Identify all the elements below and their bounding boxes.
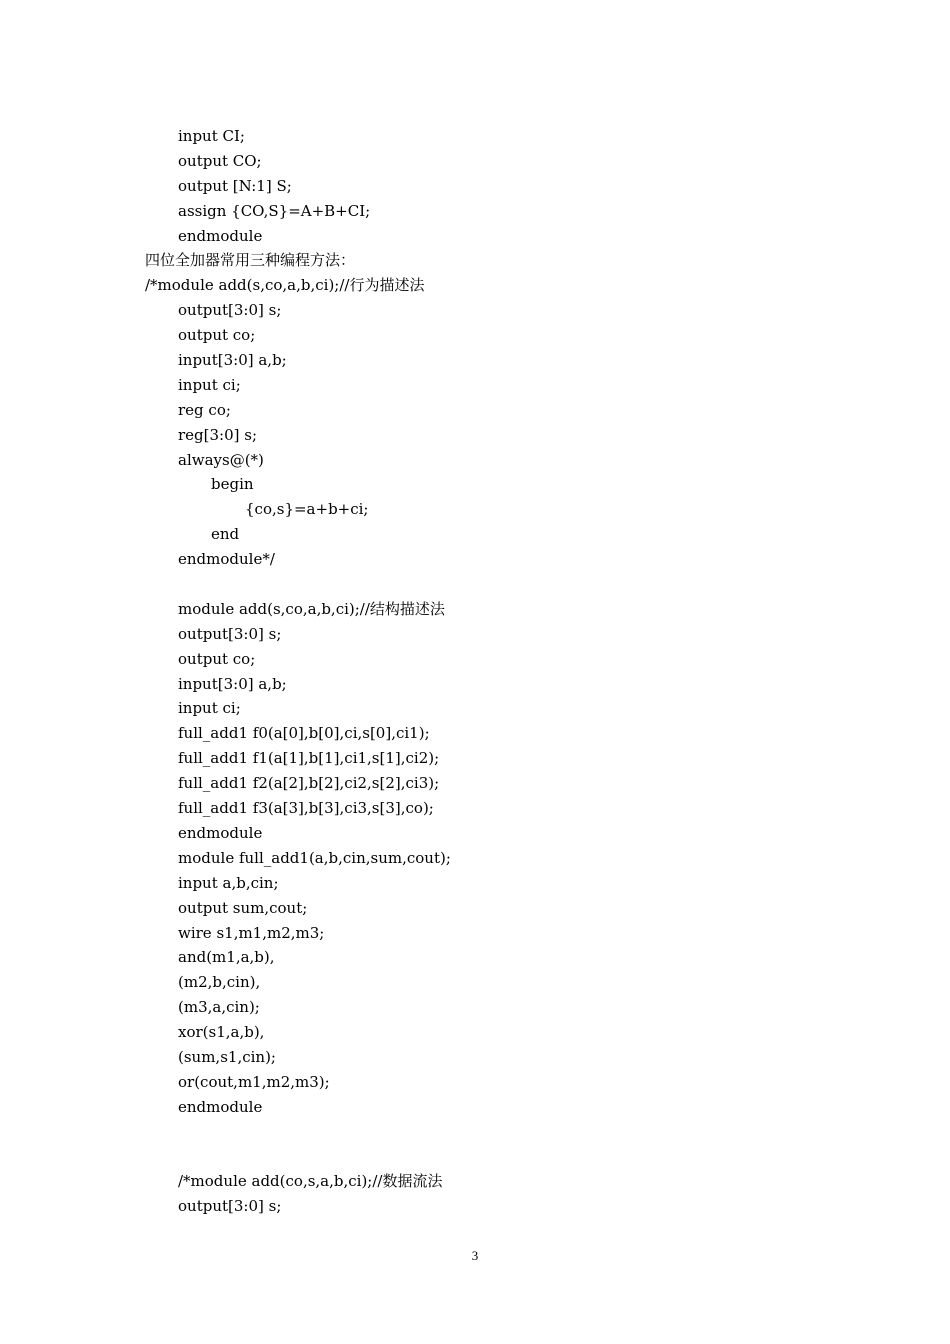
- code-line: endmodule: [178, 1097, 263, 1116]
- code-line: module full_add1(a,b,cin,sum,cout);: [178, 848, 451, 867]
- code-line: endmodule: [178, 226, 263, 245]
- code-line: input a,b,cin;: [178, 873, 279, 892]
- code-line: input ci;: [178, 699, 241, 718]
- code-line: xor(s1,a,b),: [178, 1023, 265, 1042]
- code-line: output[3:0] s;: [178, 1197, 282, 1216]
- code-line: output sum,cout;: [178, 898, 308, 917]
- code-line: input CI;: [178, 127, 245, 145]
- code-listing: [145, 124, 845, 1219]
- code-line: full_add1 f2(a[2],b[2],ci2,s[2],ci3);: [178, 774, 440, 793]
- code-line: (sum,s1,cin);: [178, 1047, 276, 1066]
- blank-line: [145, 1145, 845, 1170]
- code-line: module add(s,co,a,b,ci);//结构描述法: [178, 599, 445, 618]
- code-line: output CO;: [178, 151, 262, 170]
- code-line: /*module add(co,s,a,b,ci);//数据流法: [178, 1172, 443, 1191]
- code-line: /*module add(s,co,a,b,ci);//行为描述法: [145, 276, 425, 295]
- blank-line: [145, 1120, 845, 1145]
- code-line: full_add1 f3(a[3],b[3],ci3,s[3],co);: [178, 799, 434, 818]
- code-line: endmodule*/: [178, 550, 275, 569]
- code-line: always@(*): [178, 450, 264, 469]
- code-line: output[3:0] s;: [178, 301, 282, 320]
- code-line: (m2,b,cin),: [178, 973, 261, 992]
- code-line: wire s1,m1,m2,m3;: [178, 923, 325, 942]
- code-line: begin: [211, 475, 254, 494]
- code-line: assign {CO,S}=A+B+CI;: [178, 201, 371, 220]
- code-line: output co;: [178, 326, 256, 345]
- code-line: or(cout,m1,m2,m3);: [178, 1072, 330, 1091]
- code-line: input[3:0] a,b;: [178, 674, 287, 693]
- code-line: {co,s}=a+b+ci;: [245, 500, 369, 519]
- code-line: output [N:1] S;: [178, 176, 292, 195]
- code-line: output co;: [178, 649, 256, 668]
- code-line: endmodule: [178, 823, 263, 842]
- code-line: (m3,a,cin);: [178, 998, 260, 1017]
- code-line: reg co;: [178, 400, 231, 419]
- code-line: reg[3:0] s;: [178, 425, 258, 444]
- code-line: and(m1,a,b),: [178, 948, 275, 967]
- code-line: output[3:0] s;: [178, 624, 282, 643]
- code-line: full_add1 f0(a[0],b[0],ci,s[0],ci1);: [178, 724, 430, 743]
- blank-line: [145, 572, 845, 597]
- code-line: input ci;: [178, 375, 241, 394]
- section-heading: 四位全加器常用三种编程方法：: [145, 251, 356, 270]
- code-line: full_add1 f1(a[1],b[1],ci1,s[1],ci2);: [178, 749, 440, 768]
- code-line: end: [211, 525, 240, 544]
- page-number: 3: [471, 1248, 479, 1263]
- code-line: input[3:0] a,b;: [178, 351, 287, 370]
